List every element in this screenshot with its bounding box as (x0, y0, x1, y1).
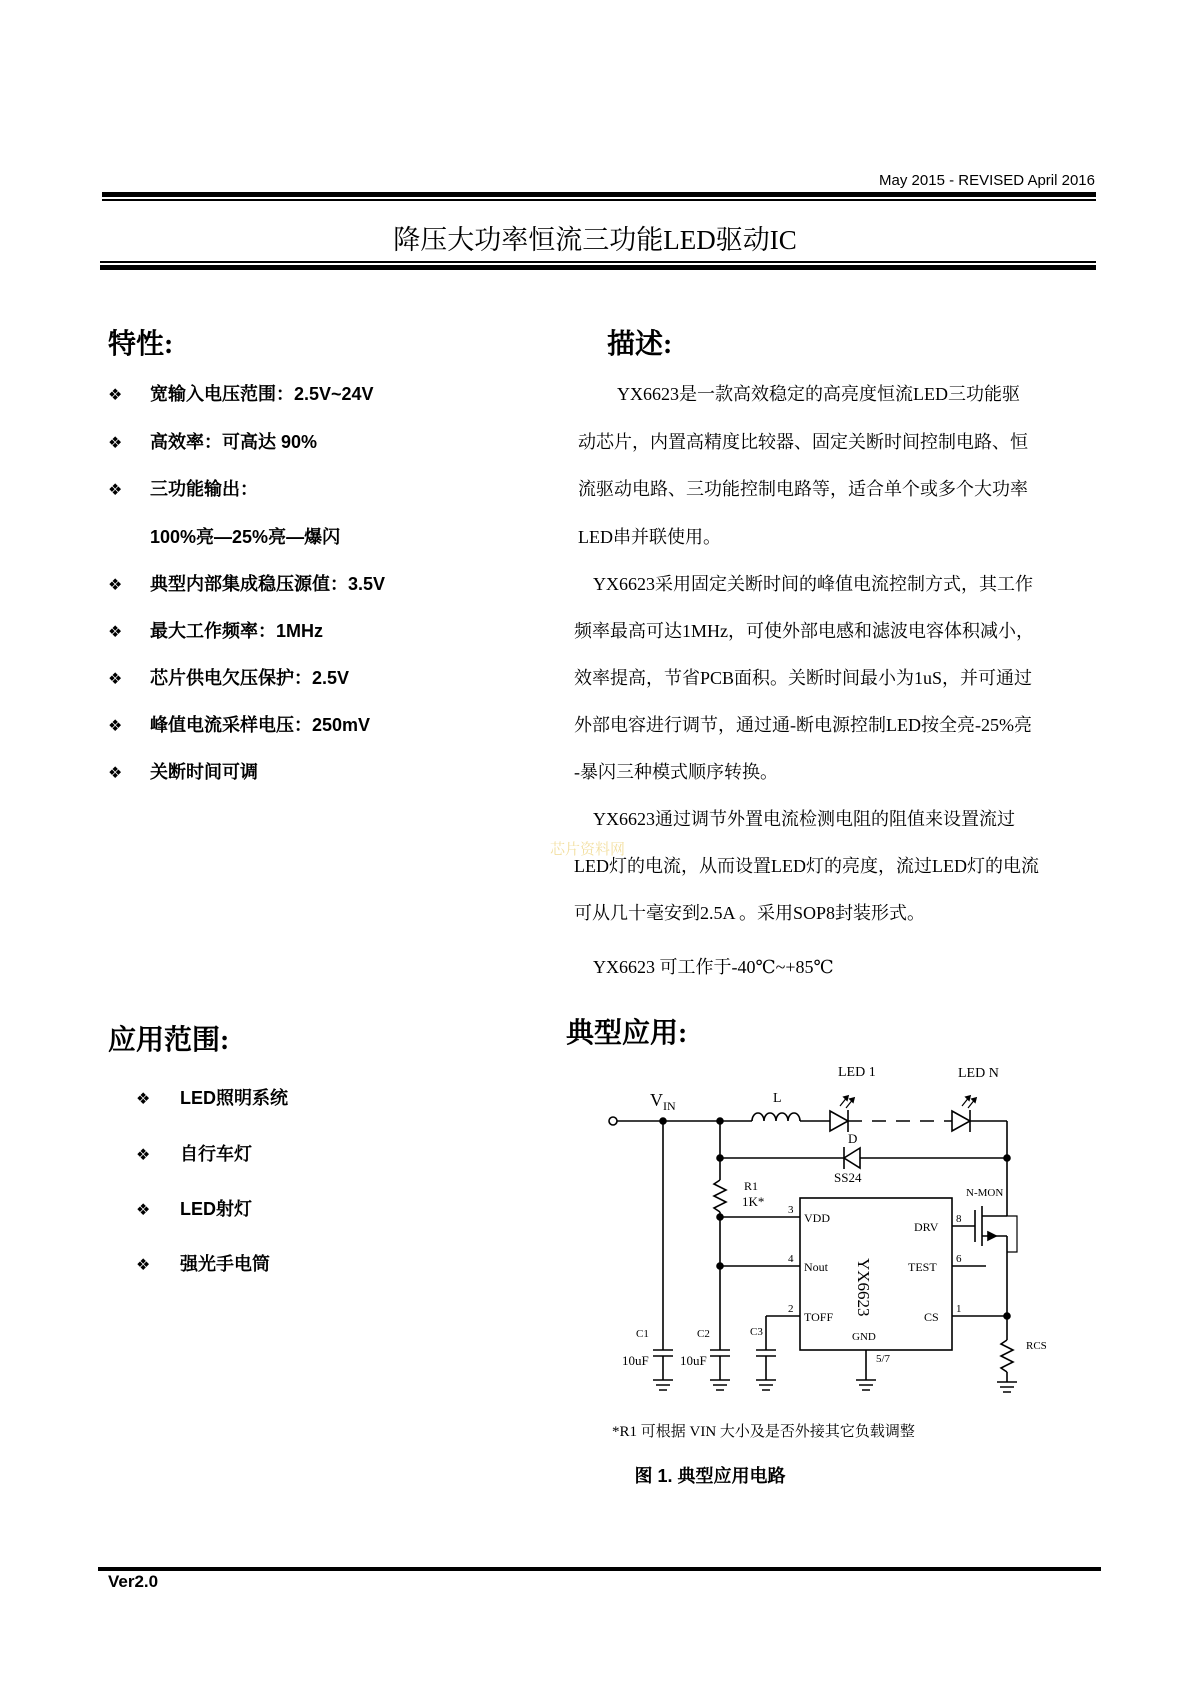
application-item: ❖ 自行车灯 (136, 1144, 252, 1164)
description-line: -暴闪三种模式顺序转换。 (574, 762, 778, 782)
bullet-icon: ❖ (108, 482, 123, 499)
feature-item: ❖ 芯片供电欠压保护：2.5V (108, 668, 350, 688)
pin-number-1: 1 (956, 1303, 962, 1315)
ground-icon (653, 1380, 673, 1390)
figure-caption: 图 1. 典型应用电路 (634, 1466, 786, 1486)
feature-item: ❖ 最大工作频率：1MHz (108, 621, 324, 641)
ground-icon (997, 1382, 1017, 1392)
application-item: ❖ 强光手电筒 (136, 1254, 270, 1274)
description-line: LED灯的电流，从而设置LED灯的亮度，流过LED灯的电流 (574, 856, 1039, 876)
revision-date: May 2015 - REVISED April 2016 (879, 172, 1095, 189)
description-line: 频率最高可达1MHz，可使外部电感和滤波电容体积减小， (574, 621, 1034, 641)
ground-icon (710, 1380, 730, 1390)
title-rule-thin (100, 261, 1096, 263)
pin-gnd-label: GND (852, 1331, 876, 1343)
description-line: 流驱动电路、三功能控制电路等，适合单个或多个大功率 (578, 479, 1028, 499)
document-title: 降压大功率恒流三功能LED驱动IC (393, 225, 797, 255)
c2-label: C2 (697, 1328, 710, 1340)
bullet-icon: ❖ (136, 1091, 151, 1108)
bullet-icon: ❖ (108, 671, 123, 688)
diode-part-label: SS24 (834, 1170, 862, 1185)
bullet-icon: ❖ (136, 1147, 151, 1164)
feature-item: ❖ 高效率：可高达 90% (108, 432, 318, 452)
pin-cs-label: CS (924, 1310, 939, 1324)
pin-test-label: TEST (908, 1260, 937, 1274)
pin-drv-label: DRV (914, 1220, 939, 1234)
r1-symbol (714, 1180, 726, 1212)
bullet-icon: ❖ (136, 1202, 151, 1219)
bullet-icon: ❖ (108, 718, 123, 735)
c3-label: C3 (750, 1326, 763, 1338)
pin-number-3: 3 (788, 1204, 794, 1216)
description-line: LED串并联使用。 (578, 527, 721, 547)
description-line: YX6623通过调节外置电流检测电阻的阻值来设置流过 (593, 809, 1015, 829)
ground-icon (856, 1380, 876, 1390)
pin-number-gnd: 5/7 (876, 1353, 891, 1365)
feature-item: ❖ 峰值电流采样电压：250mV (108, 715, 371, 735)
inductor-label: L (773, 1091, 782, 1106)
application-item: ❖ LED射灯 (136, 1199, 252, 1219)
watermark-text: 芯片资料网 (550, 841, 626, 858)
ground-icon (756, 1380, 776, 1390)
inductor-symbol (752, 1113, 800, 1121)
pin-toff-label: TOFF (804, 1310, 834, 1324)
bullet-icon: ❖ (108, 577, 123, 594)
r1-value-label: 1K* (742, 1194, 765, 1209)
title-rule-thick (100, 265, 1096, 270)
led1-symbol (830, 1111, 848, 1131)
feature-item-continuation: 100%亮—25%亮—爆闪 (150, 527, 341, 547)
pin-vdd-label: VDD (804, 1211, 830, 1225)
version-label: Ver2.0 (108, 1572, 159, 1591)
vin-label: $V_{IN}$ (650, 1090, 676, 1113)
description-line: 效率提高，节省PCB面积。关断时间最小为1uS，并可通过 (574, 668, 1033, 688)
led1-label: LED 1 (838, 1065, 876, 1080)
diode-label: D (848, 1131, 858, 1146)
c1-value-label: 10uF (622, 1353, 649, 1368)
description-line: 外部电容进行调节，通过通-断电源控制LED按全亮-25%亮 (574, 715, 1032, 735)
bullet-icon: ❖ (108, 387, 123, 404)
typical-application-circuit (590, 1050, 1060, 1400)
feature-item: ❖ 典型内部集成稳压源值：3.5V (108, 574, 386, 594)
typical-application-heading: 典型应用: (566, 1018, 688, 1049)
rcs-symbol (1001, 1340, 1013, 1372)
header-rule-thick (102, 192, 1096, 197)
bullet-icon: ❖ (108, 624, 123, 641)
ledn-label: LED N (958, 1066, 999, 1081)
description-line: YX6623 可工作于-40℃~+85℃ (593, 957, 834, 977)
circuit-note: *R1 可根据 VIN 大小及是否外接其它负载调整 (612, 1424, 915, 1440)
footer-rule (98, 1567, 1101, 1571)
feature-item: ❖ 三功能输出： (108, 479, 258, 499)
bullet-icon: ❖ (136, 1257, 151, 1274)
r1-label: R1 (744, 1179, 759, 1193)
ledn-symbol (952, 1111, 970, 1131)
nmos-label: N-MON (966, 1187, 1004, 1199)
pin-number-6: 6 (956, 1253, 962, 1265)
pin-nout-label: Nout (804, 1260, 828, 1274)
ic-label: YX6623 (854, 1258, 873, 1317)
pin-number-4: 4 (788, 1253, 794, 1265)
diode-symbol (844, 1148, 860, 1168)
vin-terminal (609, 1117, 617, 1125)
feature-item: ❖ 关断时间可调 (108, 762, 258, 782)
c1-label: C1 (636, 1328, 649, 1340)
bullet-icon: ❖ (108, 435, 123, 452)
pin-number-2: 2 (788, 1303, 794, 1315)
rcs-label: RCS (1026, 1340, 1047, 1352)
description-line: 动芯片，内置高精度比较器、固定关断时间控制电路、恒 (578, 432, 1028, 452)
description-line: YX6623是一款高效稳定的高亮度恒流LED三功能驱 (617, 384, 1020, 404)
pin-number-8: 8 (956, 1213, 962, 1225)
feature-item: ❖ 宽输入电压范围：2.5V~24V (108, 384, 374, 404)
application-item: ❖ LED照明系统 (136, 1088, 288, 1108)
header-rule-thin (102, 199, 1096, 201)
features-heading: 特性: (108, 329, 174, 360)
applications-heading: 应用范围: (108, 1025, 230, 1056)
description-line: 可从几十毫安到2.5A 。采用SOP8封装形式。 (574, 903, 926, 923)
bullet-icon: ❖ (108, 765, 123, 782)
c2-value-label: 10uF (680, 1353, 707, 1368)
description-heading: 描述: (607, 329, 673, 360)
description-line: YX6623采用固定关断时间的峰值电流控制方式，其工作 (593, 574, 1033, 594)
